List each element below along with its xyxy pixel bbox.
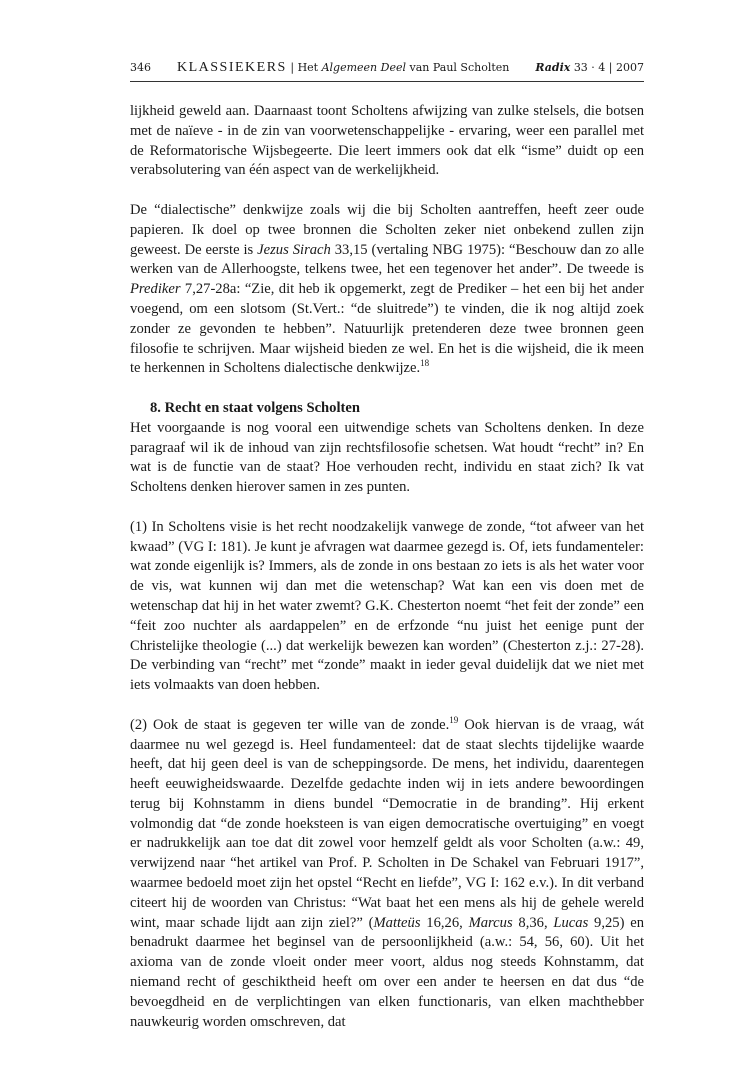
citation-jezus-sirach: Jezus Sirach	[257, 241, 331, 258]
footnote-ref-18: 18	[420, 358, 430, 369]
paragraph-point-2: (2) Ook de staat is gegeven ter wille van de zonde.$^{19}$ Ook hiervan is de vraag, wát daarmee nu wel gezegd is. Heel fundamenteel: dat de staat slechts tijdelijke waarde heeft, dat hij geen deel is van de scheppingsorde. De mens, het individu, daarentegen heeft eeuwigheidswaarde. Dezelfde gedachte inden wij in iets andere bewoordingen terug bij Kohnstamm in diens bundel “Democratie in de branding”. Hij erkent volmondig dat “de zonde hoeksteen is van eigen democratische overtuiging” en voegt er nadrukkelijk aan toe dat dit zowel voor hemzelf geldt als voor Scholten (a.w.: 49, verwijzend naar “het artikel van Prof. P. Scholten in De Schakel van Februari 1917”, waarmee bedoeld moet zijn het opstel “Recht en liefde”, VG I: 162 e.v.). In dit verband citeert hij de woorden van Christus: “Wat baat het een mens als hij de gehele wereld wint, maar schade lijdt aan zijn ziel?” (Matteüs 16,26, Marcus 8,36, Lucas 9,25) en benadrukt daarmee het beginsel van de persoonlijkheid (a.w.: 54, 56, 60). Uit het axioma van de zonde vloeit onder meer voort, aldus nog steeds Kohnstamm, dat niemand recht of geschiktheid heeft om over een ander te heersen en dat dus “de bevoegdheid en de verplichtingen van elken functionaris, van elken machthebber nauwkeurig worden omschreven, dat	[130, 714, 645, 1030]
citation-marcus: Marcus	[468, 914, 513, 931]
journal-series: KLASSIEKERS	[176, 60, 287, 75]
footnote-ref-19: 19	[449, 714, 459, 725]
article-suffix: van Paul Scholten	[409, 61, 510, 74]
article-italic: Algemeen Deel	[321, 61, 406, 74]
citation-matteus: Matteüs	[373, 914, 421, 931]
paragraph-dialectics: De “dialectische” denkwijze zoals wij die bij Scholten aantreffen, heeft zeer oude papieren. Ik doel op twee bronnen die Scholten zeker niet onbekend zullen zijn geweest. De eerste is Jezus Sirach 33,15 (vertaling NBG 1975): “Beschouw dan zo alle werken van de Allerhoogste, telkens twee, het een tegenover het ander”. De tweede is Prediker 7,27-28a: “Zie, dit heb ik opgemerkt, zegt de Prediker – het een bij het ander voegend, om een slotsom (St.Vert.: “de sluitrede”) te vinden, die ik nog altijd zoek zonder ze gevonden te hebben”. Natuurlijk pretenderen deze twee bronnen geen filosofie te schrijven. Maar wijsheid bieden ze wel. En het is die wijsheid, die ik meen te herkennen in Scholtens dialectische denkwijze.$^{18}$	[130, 201, 644, 377]
running-header	[130, 60, 644, 82]
citation-prediker: Prediker	[130, 281, 181, 298]
journal-name: Radix	[535, 61, 571, 74]
paragraph-intro-section: Het voorgaande is nog vooral een uitwendige schets van Scholtens denken. In deze paragraaf wil ik de inhoud van zijn rechtsfilosofie schetsen. Wat houdt “recht” in? En wat is de functie van de staat? Hoe verhouden recht, individu en staat zich? Ik vat Scholtens denken hierover samen in zes punten.	[130, 419, 644, 496]
paragraph-continuation: lijkheid geweld aan. Daarnaast toont Scholtens afwijzing van zulke stelsels, die botsen met de naïeve - in de zin van voorwetenschappelijke - ervaring, weer een parallel met de Reformatorische Wijsbegeerte. Die leert immers ook dat elk “isme” duidt op een verabsolutering van één aspect van de werkelijkheid.	[130, 103, 644, 179]
section-heading: 8. Recht en staat volgens Scholten	[150, 399, 360, 416]
article-prefix: Het	[297, 61, 319, 74]
journal-reference	[535, 61, 644, 74]
journal-issue: 33 · 4 | 2007	[573, 61, 644, 74]
paragraph-point-1: (1) In Scholtens visie is het recht noodzakelijk vanwege de zonde, “tot afweer van het kwaad” (VG I: 181). Je kunt je afvragen wat daarmee gezegd is. Of, iets fundamenteler: wat zonde eigenlijk is? Immers, als de zonde in ons bestaan zo iets is als het water voor de vis, wat kunnen wij dan met die wetenschap? Wat kan een vis doen met de wetenschap dat hij in het water zwemt? G.K. Chesterton noemt “het feit der zonde” een “feit zoo nuchter als aardappelen” en de erfzonde “nu juist het eenige punt der Christelijke theologie (...) dat werkelijk bewezen kan worden” (Chesterton z.j.: 27-28). De verbinding van “recht” met “zonde” maakt in ieder geval duidelijk dat we niet met iets volmaakts van doen hebben.	[130, 518, 644, 694]
header-separator: |	[290, 61, 295, 74]
header-title	[151, 60, 535, 76]
page	[130, 60, 644, 1032]
page-number: 346	[130, 61, 151, 74]
citation-lucas: Lucas	[553, 914, 589, 931]
article-body	[130, 102, 644, 1032]
